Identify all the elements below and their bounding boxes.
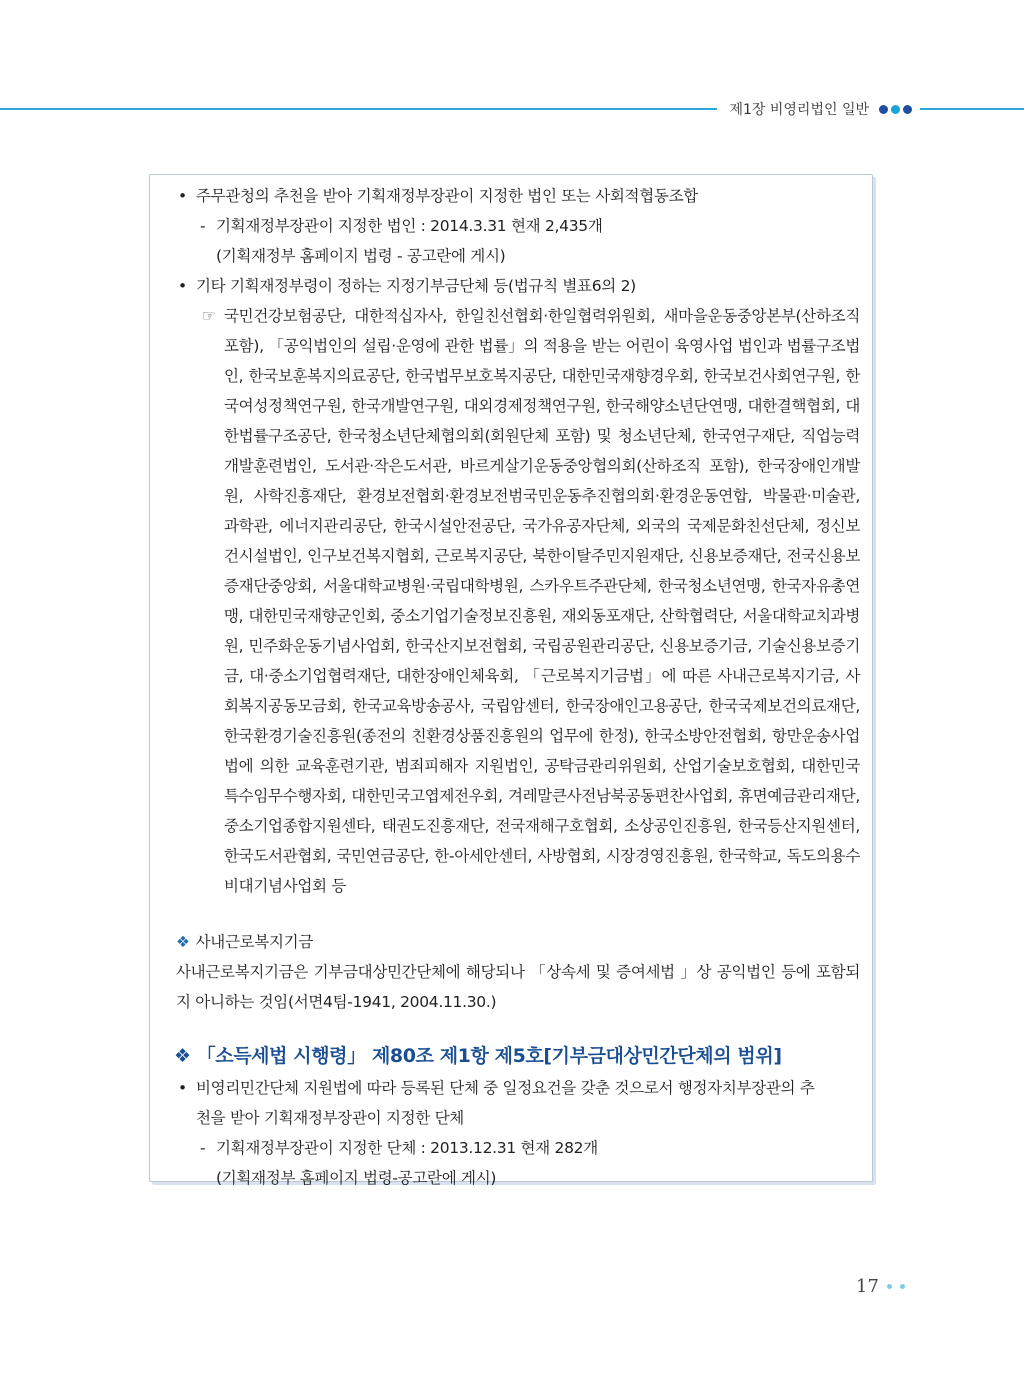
dash-item-3: - 기획재정부장관이 지정한 단체 : 2013.12.31 현재 282개 [172, 1133, 860, 1163]
pointing-hand-icon: ☞ [202, 307, 216, 325]
note-item-1: (기획재정부 홈페이지 법령 - 공고란에 게시) [216, 247, 506, 265]
section-title-welfare-fund [172, 927, 860, 957]
section-heading-income-tax [172, 1039, 860, 1073]
section-title-text: 사내근로복지기금 [195, 933, 313, 951]
organizations-text: 국민건강보험공단, 대한적십자사, 한일친선협회·한일협력위원회, 새마을운동중앙본부(산하조직 포함), 「공익법인의 설립·운영에 관한 법률」의 적용을 받는 어린이 육영사업 법인과 법률구조법인, 한국보훈복지의료공단, 한국법무보호복지공단, 대한민국재향경우회, 한국보건사회연구원, 한국여성정책연구원, 한국개발연구원, 대외경제정책연구원, 한국해양소년단연맹, 대한결핵협회, 대한법률구조공단, 한국청소년단체협의회(회원단체 포함) 및 청소년단체, 한국연구재단, 직업능력개발훈련법인, 도서관·작은도서관, 바르게살기운동중앙협의회(산하조직 포함), 한국장애인개발원, 사학진흥재단, 환경보전협회·환경보전범국민운동추진협의회·환경운동연합, 박물관·미술관, 과학관, 에너지관리공단, 한국시설안전공단, 국가유공자단체, 외국의 국제문화친선단체, 정신보건시설법인, 인구보건복지협회, 근로복지공단, 북한이탈주민지원재단, 신용보증재단, 전국신용보증재단중앙회, 서울대학교병원·국립대학병원, 스카우트주관단체, 한국청소년연맹, 한국자유총연맹, 대한민국재향군인회, 중소기업기술정보진흥원, 재외동포재단, 산학협력단, 서울대학교치과병원, 민주화운동기념사업회, 한국산지보전협회, 국립공원관리공단, 신용보증기금, 기술신용보증기금, 대·중소기업협력재단, 대한장애인체육회, 「근로복지기금법」에 따른 사내근로복지기금, 사회복지공동모금회, 한국교육방송공사, 국립암센터, 한국장애인고용공단, 한국국제보건의료재단, 한국환경기술진흥원(종전의 친환경상품진흥원의 업무에 한정), 한국소방안전협회, 항만운송사업법에 의한 교육훈련기관, 범죄피해자 지원법인, 공탁금관리위원회, 산업기술보호협회, 대한민국특수임무수행자회, 대한민국고엽제전우회, 겨레말큰사전남북공동편찬사업회, 휴면예금관리재단, 중소기업종합지원센타, 태권도진흥재단, 전국재해구호협회, 소상공인진흥원, 한국등산지원센터, 한국도서관협회, 국민연금공단, 한-아세안센터, 사방협회, 시장경영진흥원, 한국학교, 독도의용수비대기념사업회 등 [224, 307, 860, 895]
bullet-item-2: • 기타 기획재정부령이 정하는 지정기부금단체 등(법규칙 별표6의 2) [172, 271, 860, 301]
diamond-icon: ❖ [176, 933, 190, 951]
designated-organizations-list [172, 301, 860, 901]
page-content [172, 181, 860, 1193]
page-footer [856, 1276, 905, 1297]
bullet-item-3-line1: • 비영리민간단체 지원법에 따라 등록된 단체 중 일정요건을 갖춘 것으로서 행정자치부장관의 추 [172, 1073, 860, 1103]
note-item-3: (기획재정부 홈페이지 법령-공고란에 게시) [216, 1169, 497, 1187]
header-dots-icon [879, 105, 912, 114]
chapter-title: 제1장 비영리법인 일반 [729, 102, 869, 118]
section-body-welfare-fund: 사내근로복지기금은 기부금대상민간단체에 해당되나 「상속세 및 증여세법 」상 공익법인 등에 포함되지 아니하는 것임(서면4팀-1941, 2004.11.30.) [176, 963, 860, 1011]
heading-text: 「소득세법 시행령」 제80조 제1항 제5호[기부금대상민간단체의 범위] [196, 1045, 782, 1067]
bullet-item-1: • 주무관청의 추천을 받아 기획재정부장관이 지정한 법인 또는 사회적협동조합 [172, 181, 860, 211]
footer-dot-icon [887, 1284, 892, 1289]
diamond-icon: ❖ [174, 1045, 191, 1067]
running-header [717, 98, 920, 120]
dash-item-1: - 기획재정부장관이 지정한 법인 : 2014.3.31 현재 2,435개 [172, 211, 860, 241]
footer-dot-icon [900, 1284, 905, 1289]
page-number: 17 [856, 1276, 879, 1297]
bullet-item-3-line2: 천을 받아 기획재정부장관이 지정한 단체 [196, 1109, 464, 1127]
